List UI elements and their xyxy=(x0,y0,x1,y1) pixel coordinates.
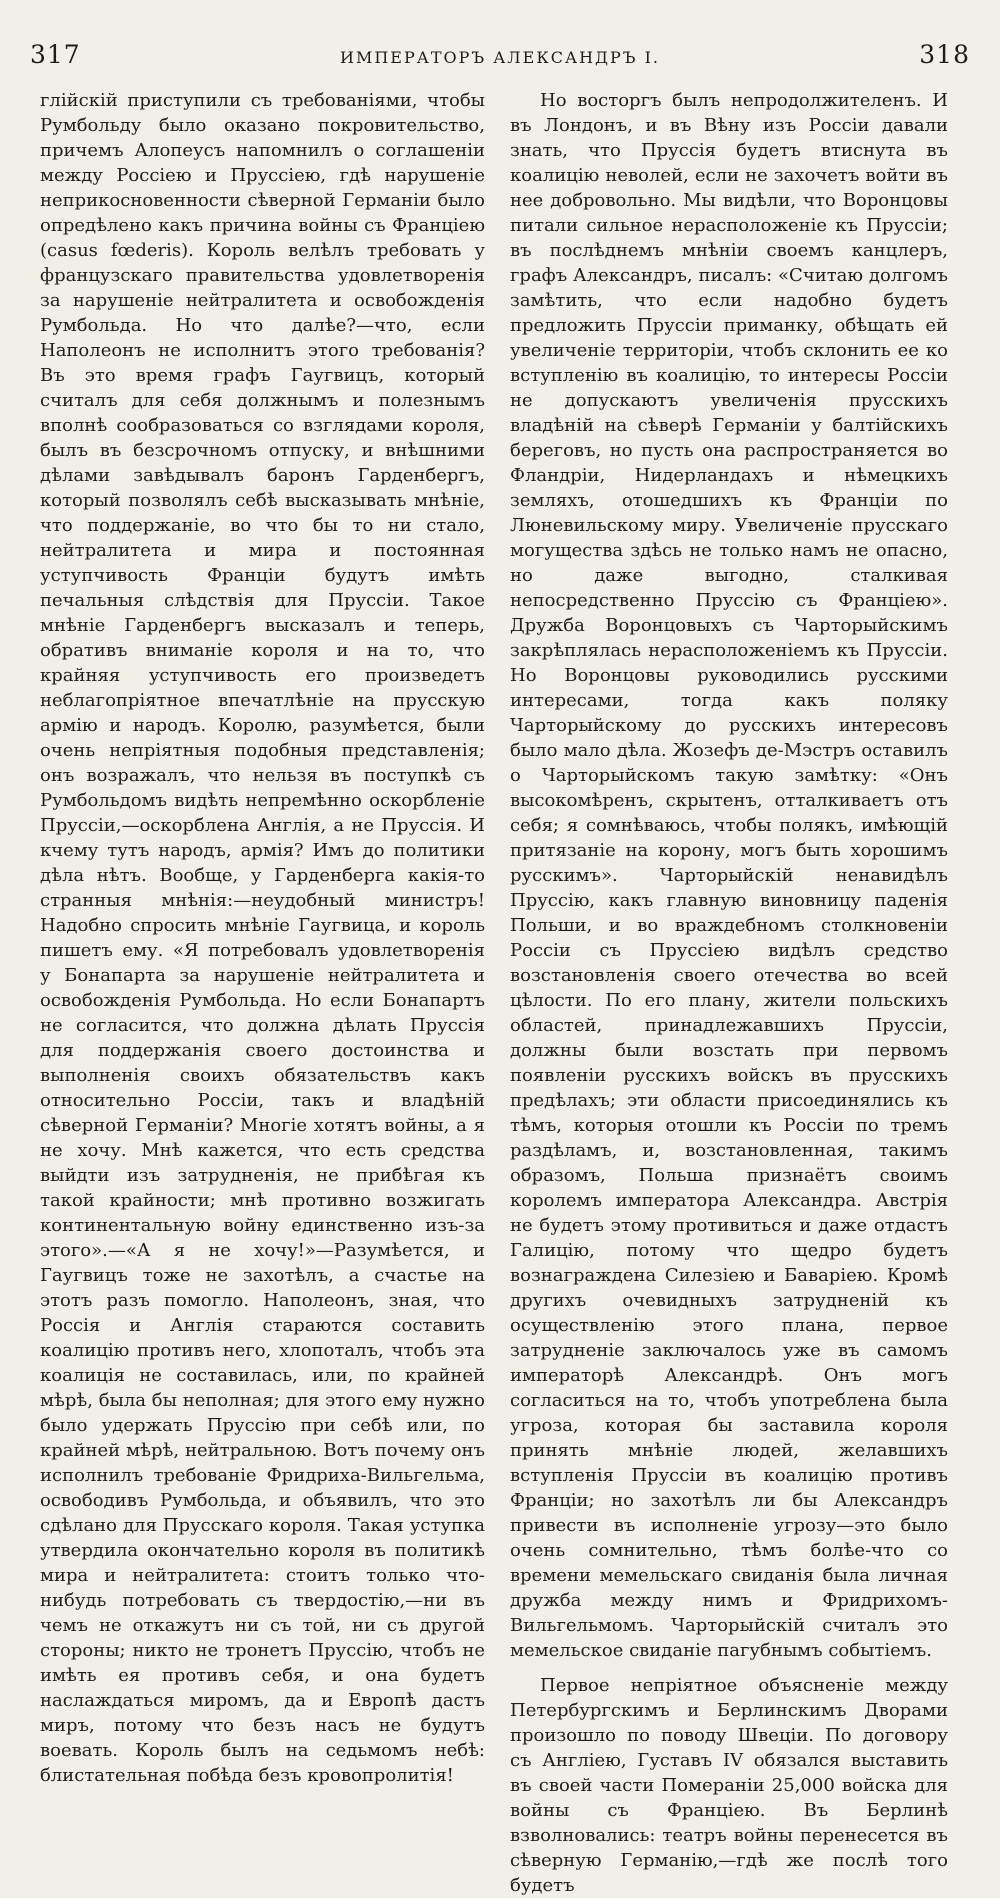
paragraph: Но восторгъ былъ непродолжителенъ. И въ Лондонъ, и въ Вѣну изъ Россіи давали знать, что Пруссія будетъ втиснута въ коалицію неволей, если не захочетъ войти въ нее добровольно. Мы видѣли, что Воронцовы питали сильное нерасположеніе къ Пруссіи; въ послѣднемъ мнѣніи своемъ канцлеръ, графъ Александръ, писалъ: «Считаю долгомъ замѣтить, что если надобно будетъ предложить Пруссіи приманку, обѣщать ей увеличеніе территоріи, чтобъ склонить ее ко вступленію въ коалицію, то интересы Россіи не допускаютъ увеличенія прусскихъ владѣній на сѣверѣ Германіи у балтійскихъ береговъ, но пусть она распространяется во Фландріи, Нидерландахъ и нѣмецкихъ земляхъ, отошедшихъ къ Франціи по Люневильскому миру. Увеличеніе прусскаго могущества здѣсь не только намъ не опасно, но даже выгодно, сталкивая непосредственно Пруссію съ Франціею». Дружба Воронцовыхъ съ Чарторыйскимъ закрѣплялась нерасположеніемъ къ Пруссіи. Но Воронцовы руководились русскими интересами, тогда какъ поляку Чарторыйскому до русскихъ интересовъ было мало дѣла. Жозефъ де-Мэстръ оставилъ о Чарторыйскомъ такую замѣтку: «Онъ высокомѣренъ, скрытенъ, отталкиваетъ отъ себя; я сомнѣваюсь, чтобы полякъ, имѣющій притязаніе на корону, могъ быть хорошимъ русскимъ». Чарторыйскій ненавидѣлъ Пруссію, какъ главную виновницу паденія Польши, и во враждебномъ столкновеніи Россіи съ Пруссіею видѣлъ средство возстановленія своего отечества во всей цѣлости. По его плану, жители польскихъ областей, принадлежавшихъ Пруссіи, должны были возстать при первомъ появленіи русскихъ войскъ въ прусскихъ предѣлахъ; эти области присоединялись къ тѣмъ, которыя отошли къ Россіи по тремъ раздѣламъ, и, возстановленная, такимъ образомъ, Польша признаётъ своимъ королемъ императора Александра. Австрія не будетъ этому противиться и даже отдастъ Галицію, потому что щедро будетъ вознаграждена Силезіею и Баваріею. Кромѣ другихъ очевидныхъ затрудненій къ осуществленію этого плана, первое затрудненіе заключалось уже въ самомъ императорѣ Александрѣ. Онъ могъ согласиться на то, чтобъ употреблена была угроза, которая бы заставила короля принять мнѣніе людей, желавшихъ вступленія Пруссіи въ коалицію противъ Франціи; но захотѣлъ ли бы Александръ привести въ исполненіе угрозу—это было очень сомнительно, тѣмъ болѣе-что со времени мемельскаго свиданія была личная дружба между нимъ и Фридрихомъ-Вильгельмомъ. Чарторыйскій считалъ это мемельское свиданіе пагубнымъ событіемъ. xyxy=(510,90,948,1661)
page-header xyxy=(30,40,970,80)
running-title: ИМПЕРАТОРЪ АЛЕКСАНДРЪ I. xyxy=(339,48,661,67)
page-number-right: 318 xyxy=(919,40,970,69)
right-column xyxy=(510,88,948,1896)
paragraph: Первое непріятное объясненіе между Петербургскимъ и Берлинскимъ Дворами произошло по поводу Швеціи. По договору съ Англіею, Густавъ IV обязался выставить въ своей части Помераніи 25,000 войска для войны съ Франціею. Въ Берлинѣ взволновались: театръ войны перенесется въ сѣверную Германію,—гдѣ же послѣ того будетъ xyxy=(510,1675,948,1896)
left-column xyxy=(40,88,485,1786)
paragraph: глійскій приступили съ требованіями, чтобы Румбольду было оказано покровительство, причемъ Алопеусъ напомнилъ о соглашеніи между Россіею и Пруссіею, гдѣ нарушеніе неприкосновенности сѣверной Германіи было опредѣлено какъ причина войны съ Франціею (casus fœderis). Король велѣлъ требовать у французскаго правительства удовлетворенія за нарушеніе нейтралитета и освобожденія Румбольда. Но что далѣе?—что, если Наполеонъ не исполнитъ этого требованія? Въ это время графъ Гаугвицъ, который считалъ для себя должнымъ и полезнымъ вполнѣ сообразоваться со взглядами короля, былъ въ безсрочномъ отпуску, и внѣшними дѣлами завѣдывалъ баронъ Гарденбергъ, который позволялъ себѣ высказывать мнѣніе, что поддержаніе, во что бы то ни стало, нейтралитета и мира и постоянная уступчивость Франціи будутъ имѣть печальныя слѣдствія для Пруссіи. Такое мнѣніе Гарденбергъ высказалъ и теперь, обративъ вниманіе короля и на то, что крайняя уступчивость его произведетъ неблагопріятное впечатлѣніе на прусскую армію и народъ. Королю, разумѣется, были очень непріятныя подобныя представленія; онъ возражалъ, что нельзя въ поступкѣ съ Румбольдомъ видѣть непремѣнно оскорбленіе Пруссіи,—оскорблена Англія, а не Пруссія. И кчему тутъ народъ, армія? Имъ до политики дѣла нѣтъ. Вообще, у Гарденберга какія-то странныя мнѣнія:—неудобный министръ! Надобно спросить мнѣніе Гаугвица, и король пишетъ ему. «Я потребовалъ удовлетворенія у Бонапарта за нарушеніе нейтралитета и освобожденія Румбольда. Но если Бонапартъ не согласится, что должна дѣлать Пруссія для поддержанія своего достоинства и выполненія своихъ обязательствъ какъ относительно Россіи, такъ и владѣній сѣверной Германіи? Многіе хотятъ войны, а я не хочу. Мнѣ кажется, что есть средства выйдти изъ затрудненія, не прибѣгая къ такой крайности; мнѣ противно возжигать континентальную войну единственно изъ-за этого».—«А я не хочу!»—Разумѣется, и Гаугвицъ тоже не захотѣлъ, а счастье на этотъ разъ помогло. Наполеонъ, зная, что Россія и Англія стараются составить коалицію противъ него, хлопоталъ, чтобъ эта коалиція не составилась, или, по крайней мѣрѣ, была бы неполная; для этого ему нужно было удержать Пруссію при себѣ или, по крайней мѣрѣ, нейтральною. Вотъ почему онъ исполнилъ требованіе Фридриха-Вильгельма, освободивъ Румбольда, и объявилъ, что это сдѣлано для Прусскаго короля. Такая уступка утвердила окончательно короля въ политикѣ мира и нейтралитета: стоитъ только что-нибудь потребовать съ твердостію,—ни въ чемъ не откажутъ ни съ той, ни съ другой стороны; никто не тронетъ Пруссію, чтобъ не имѣть ея противъ себя, и она будетъ наслаждаться миромъ, да и Европѣ дастъ миръ, потому что безъ насъ не будутъ воевать. Король былъ на седьмомъ небѣ: блистательная побѣда безъ кровопролитія! xyxy=(40,90,485,1786)
page-number-left: 317 xyxy=(30,40,81,69)
